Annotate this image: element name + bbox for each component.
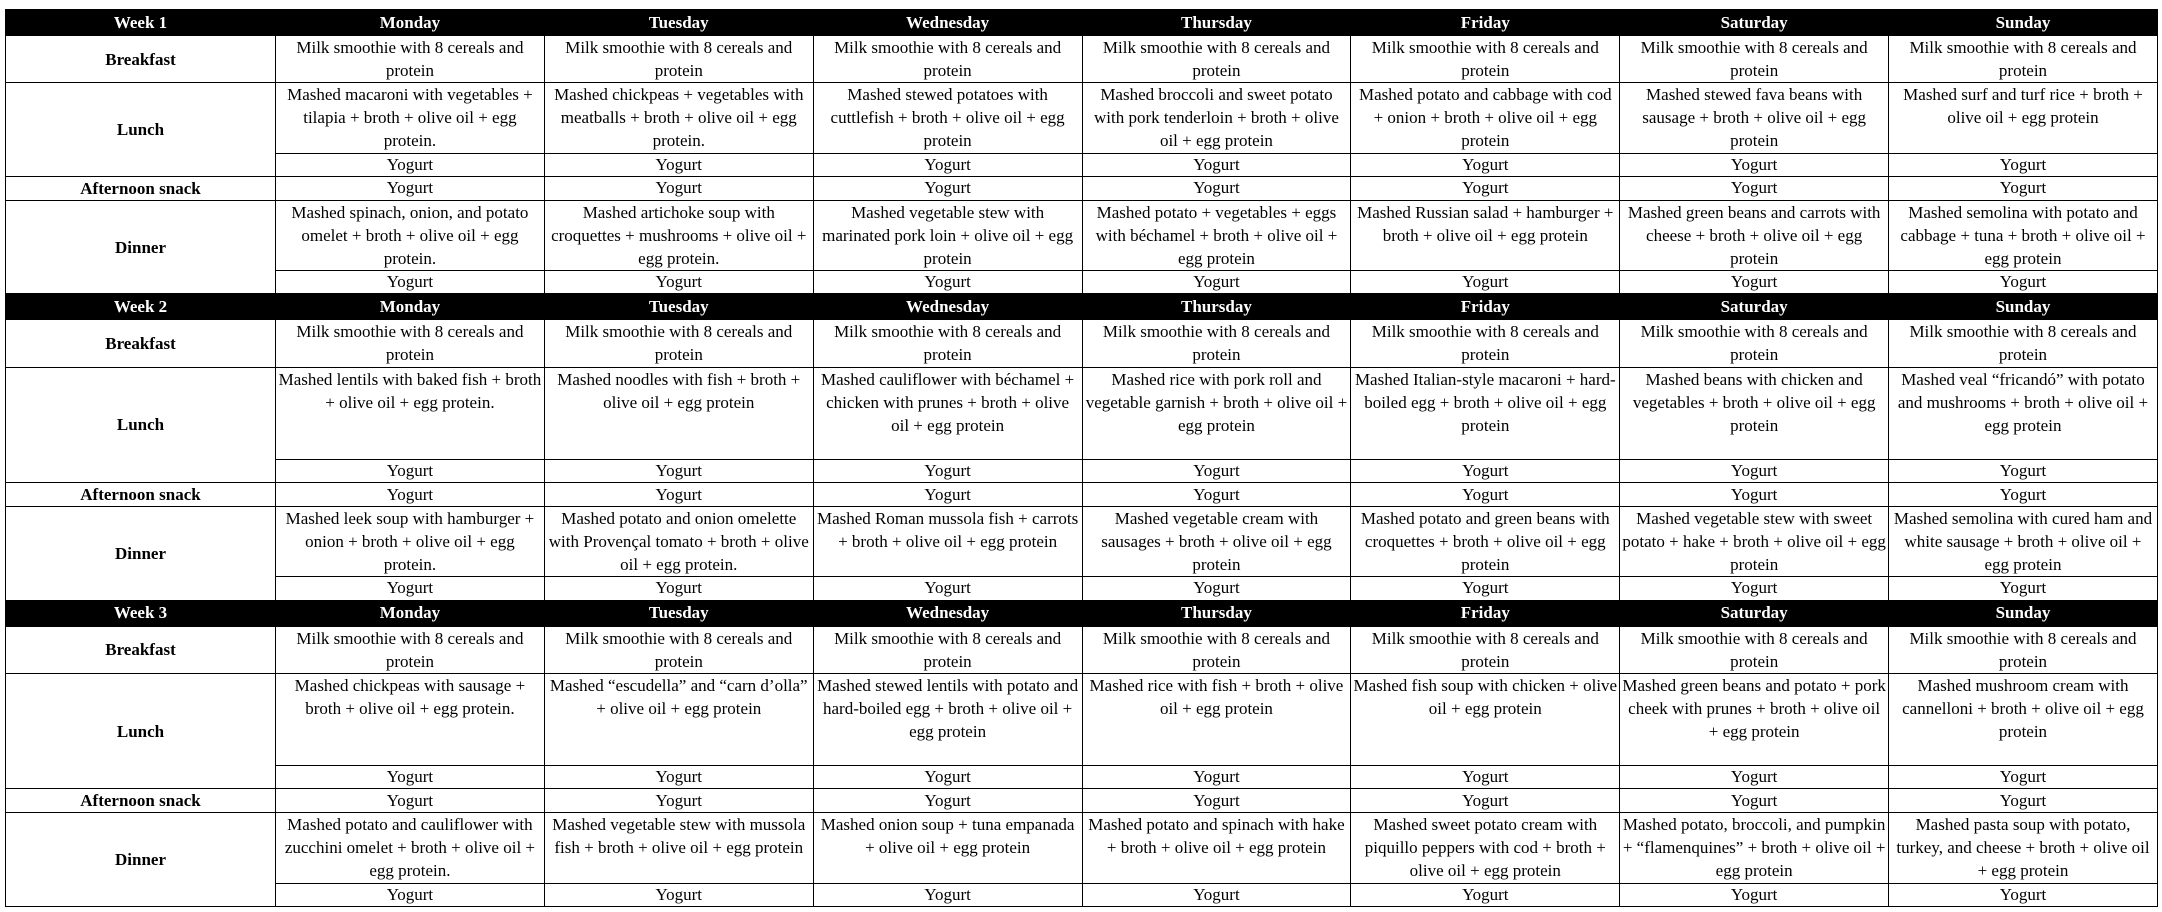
breakfast-row [6, 320, 2158, 367]
breakfast-cell: Milk smoothie with 8 cereals and protein [1351, 36, 1620, 83]
breakfast-cell: Milk smoothie with 8 cereals and protein [1082, 320, 1351, 367]
snack-cell: Yogurt [1889, 176, 2158, 200]
week-header-row [6, 10, 2158, 36]
breakfast-cell: Milk smoothie with 8 cereals and protein [544, 320, 813, 367]
lunch-yogurt-cell: Yogurt [1620, 766, 1889, 789]
lunch-cell: Mashed noodles with fish + broth + olive oil + egg protein [544, 367, 813, 459]
lunch-yogurt-row [6, 766, 2158, 789]
snack-cell: Yogurt [1082, 176, 1351, 200]
dinner-yogurt-cell: Yogurt [1351, 577, 1620, 600]
day-header: Friday [1351, 294, 1620, 320]
dinner-yogurt-cell: Yogurt [1889, 577, 2158, 600]
breakfast-cell: Milk smoothie with 8 cereals and protein [1889, 36, 2158, 83]
lunch-cell: Mashed macaroni with vegetables + tilapia + broth + olive oil + egg protein. [276, 83, 545, 153]
dinner-cell: Mashed potato, broccoli, and pumpkin + “flamenquines” + broth + olive oil + egg protein [1620, 813, 1889, 883]
dinner-yogurt-cell: Yogurt [813, 577, 1082, 600]
afternoon-snack-label: Afternoon snack [6, 176, 276, 200]
afternoon-snack-row [6, 483, 2158, 507]
lunch-yogurt-cell: Yogurt [813, 459, 1082, 482]
snack-cell: Yogurt [1351, 789, 1620, 813]
week-label: Week 1 [6, 10, 276, 36]
day-header: Wednesday [813, 294, 1082, 320]
dinner-cell: Mashed semolina with potato and cabbage + tuna + broth + olive oil + egg protein [1889, 200, 2158, 270]
lunch-cell: Mashed chickpeas + vegetables with meatballs + broth + olive oil + egg protein. [544, 83, 813, 153]
afternoon-snack-row [6, 789, 2158, 813]
dinner-yogurt-cell: Yogurt [1082, 577, 1351, 600]
snack-cell: Yogurt [276, 176, 545, 200]
lunch-yogurt-cell: Yogurt [1889, 459, 2158, 482]
week-header-row [6, 294, 2158, 320]
dinner-yogurt-cell: Yogurt [276, 883, 545, 906]
day-header: Monday [276, 294, 545, 320]
dinner-yogurt-cell: Yogurt [813, 271, 1082, 294]
lunch-label: Lunch [6, 673, 276, 789]
dinner-yogurt-cell: Yogurt [1889, 883, 2158, 906]
breakfast-cell: Milk smoothie with 8 cereals and protein [276, 36, 545, 83]
dinner-row [6, 200, 2158, 270]
breakfast-cell: Milk smoothie with 8 cereals and protein [1889, 320, 2158, 367]
dinner-row [6, 813, 2158, 883]
lunch-row [6, 83, 2158, 153]
dinner-cell: Mashed Russian salad + hamburger + broth + olive oil + egg protein [1351, 200, 1620, 270]
snack-cell: Yogurt [544, 483, 813, 507]
dinner-yogurt-row [6, 271, 2158, 294]
breakfast-cell: Milk smoothie with 8 cereals and protein [544, 626, 813, 673]
day-header: Tuesday [544, 600, 813, 626]
lunch-cell: Mashed veal “fricandó” with potato and mushrooms + broth + olive oil + egg protein [1889, 367, 2158, 459]
lunch-yogurt-row [6, 459, 2158, 482]
lunch-yogurt-cell: Yogurt [813, 766, 1082, 789]
breakfast-cell: Milk smoothie with 8 cereals and protein [1620, 36, 1889, 83]
dinner-yogurt-cell: Yogurt [276, 577, 545, 600]
day-header: Sunday [1889, 294, 2158, 320]
lunch-yogurt-cell: Yogurt [1889, 153, 2158, 176]
dinner-yogurt-cell: Yogurt [1351, 271, 1620, 294]
lunch-yogurt-cell: Yogurt [1082, 766, 1351, 789]
lunch-cell: Mashed surf and turf rice + broth + olive oil + egg protein [1889, 83, 2158, 153]
week-header-row [6, 600, 2158, 626]
lunch-cell: Mashed fish soup with chicken + olive oil + egg protein [1351, 673, 1620, 765]
dinner-cell: Mashed spinach, onion, and potato omelet + broth + olive oil + egg protein. [276, 200, 545, 270]
lunch-yogurt-cell: Yogurt [1889, 766, 2158, 789]
lunch-cell: Mashed stewed potatoes with cuttlefish + broth + olive oil + egg protein [813, 83, 1082, 153]
week-label: Week 3 [6, 600, 276, 626]
lunch-yogurt-cell: Yogurt [544, 153, 813, 176]
breakfast-label: Breakfast [6, 626, 276, 673]
lunch-cell: Mashed green beans and potato + pork cheek with prunes + broth + olive oil + egg protein [1620, 673, 1889, 765]
breakfast-row [6, 36, 2158, 83]
lunch-yogurt-cell: Yogurt [1351, 459, 1620, 482]
lunch-cell: Mashed broccoli and sweet potato with pork tenderloin + broth + olive oil + egg protein [1082, 83, 1351, 153]
dinner-yogurt-cell: Yogurt [544, 577, 813, 600]
snack-cell: Yogurt [1620, 483, 1889, 507]
dinner-label: Dinner [6, 200, 276, 293]
day-header: Thursday [1082, 294, 1351, 320]
breakfast-cell: Milk smoothie with 8 cereals and protein [1351, 320, 1620, 367]
dinner-yogurt-row [6, 577, 2158, 600]
dinner-cell: Mashed potato and spinach with hake + broth + olive oil + egg protein [1082, 813, 1351, 883]
breakfast-cell: Milk smoothie with 8 cereals and protein [1889, 626, 2158, 673]
breakfast-cell: Milk smoothie with 8 cereals and protein [813, 626, 1082, 673]
snack-cell: Yogurt [1889, 789, 2158, 813]
lunch-label: Lunch [6, 367, 276, 483]
day-header: Tuesday [544, 10, 813, 36]
dinner-yogurt-cell: Yogurt [544, 883, 813, 906]
breakfast-cell: Milk smoothie with 8 cereals and protein [276, 626, 545, 673]
snack-cell: Yogurt [544, 789, 813, 813]
lunch-cell: Mashed Italian-style macaroni + hard-boiled egg + broth + olive oil + egg protein [1351, 367, 1620, 459]
day-header: Saturday [1620, 10, 1889, 36]
breakfast-cell: Milk smoothie with 8 cereals and protein [813, 36, 1082, 83]
snack-cell: Yogurt [276, 483, 545, 507]
snack-cell: Yogurt [1082, 483, 1351, 507]
day-header: Monday [276, 600, 545, 626]
snack-cell: Yogurt [813, 483, 1082, 507]
snack-cell: Yogurt [276, 789, 545, 813]
lunch-cell: Mashed cauliflower with béchamel + chicken with prunes + broth + olive oil + egg protein [813, 367, 1082, 459]
day-header: Monday [276, 10, 545, 36]
afternoon-snack-label: Afternoon snack [6, 789, 276, 813]
dinner-cell: Mashed potato + vegetables + eggs with béchamel + broth + olive oil + egg protein [1082, 200, 1351, 270]
day-header: Wednesday [813, 10, 1082, 36]
breakfast-cell: Milk smoothie with 8 cereals and protein [813, 320, 1082, 367]
dinner-label: Dinner [6, 813, 276, 907]
dinner-yogurt-cell: Yogurt [1351, 883, 1620, 906]
lunch-yogurt-cell: Yogurt [1082, 153, 1351, 176]
snack-cell: Yogurt [813, 176, 1082, 200]
dinner-cell: Mashed potato and onion omelette with Provençal tomato + broth + olive oil + egg protein. [544, 507, 813, 577]
dinner-row [6, 507, 2158, 577]
dinner-yogurt-row [6, 883, 2158, 906]
day-header: Wednesday [813, 600, 1082, 626]
lunch-yogurt-row [6, 153, 2158, 176]
day-header: Friday [1351, 600, 1620, 626]
lunch-cell: Mashed stewed lentils with potato and hard-boiled egg + broth + olive oil + egg protein [813, 673, 1082, 765]
day-header: Saturday [1620, 294, 1889, 320]
breakfast-cell: Milk smoothie with 8 cereals and protein [1620, 626, 1889, 673]
lunch-yogurt-cell: Yogurt [544, 766, 813, 789]
dinner-yogurt-cell: Yogurt [1082, 883, 1351, 906]
dinner-yogurt-cell: Yogurt [1620, 577, 1889, 600]
snack-cell: Yogurt [1351, 176, 1620, 200]
dinner-yogurt-cell: Yogurt [1620, 883, 1889, 906]
dinner-cell: Mashed vegetable stew with mussola fish + broth + olive oil + egg protein [544, 813, 813, 883]
breakfast-cell: Milk smoothie with 8 cereals and protein [1351, 626, 1620, 673]
breakfast-row [6, 626, 2158, 673]
day-header: Thursday [1082, 600, 1351, 626]
lunch-yogurt-cell: Yogurt [1620, 153, 1889, 176]
dinner-cell: Mashed potato and cauliflower with zucchini omelet + broth + olive oil + egg protein. [276, 813, 545, 883]
dinner-cell: Mashed potato and green beans with croquettes + broth + olive oil + egg protein [1351, 507, 1620, 577]
breakfast-label: Breakfast [6, 320, 276, 367]
breakfast-cell: Milk smoothie with 8 cereals and protein [1082, 626, 1351, 673]
dinner-cell: Mashed vegetable cream with sausages + broth + olive oil + egg protein [1082, 507, 1351, 577]
dinner-cell: Mashed pasta soup with potato, turkey, and cheese + broth + olive oil + egg protein [1889, 813, 2158, 883]
day-header: Sunday [1889, 10, 2158, 36]
dinner-cell: Mashed onion soup + tuna empanada + olive oil + egg protein [813, 813, 1082, 883]
dinner-label: Dinner [6, 507, 276, 600]
snack-cell: Yogurt [1620, 176, 1889, 200]
lunch-yogurt-cell: Yogurt [276, 459, 545, 482]
lunch-yogurt-cell: Yogurt [544, 459, 813, 482]
lunch-cell: Mashed “escudella” and “carn d’olla” + olive oil + egg protein [544, 673, 813, 765]
afternoon-snack-label: Afternoon snack [6, 483, 276, 507]
dinner-yogurt-cell: Yogurt [276, 271, 545, 294]
lunch-cell: Mashed stewed fava beans with sausage + broth + olive oil + egg protein [1620, 83, 1889, 153]
snack-cell: Yogurt [1620, 789, 1889, 813]
afternoon-snack-row [6, 176, 2158, 200]
lunch-yogurt-cell: Yogurt [276, 766, 545, 789]
snack-cell: Yogurt [813, 789, 1082, 813]
lunch-yogurt-cell: Yogurt [1620, 459, 1889, 482]
dinner-yogurt-cell: Yogurt [544, 271, 813, 294]
dinner-yogurt-cell: Yogurt [1620, 271, 1889, 294]
lunch-row [6, 367, 2158, 459]
snack-cell: Yogurt [1082, 789, 1351, 813]
lunch-yogurt-cell: Yogurt [276, 153, 545, 176]
lunch-yogurt-cell: Yogurt [1082, 459, 1351, 482]
lunch-cell: Mashed rice with fish + broth + olive oil + egg protein [1082, 673, 1351, 765]
dinner-yogurt-cell: Yogurt [1082, 271, 1351, 294]
lunch-yogurt-cell: Yogurt [1351, 153, 1620, 176]
lunch-cell: Mashed beans with chicken and vegetables + broth + olive oil + egg protein [1620, 367, 1889, 459]
breakfast-cell: Milk smoothie with 8 cereals and protein [544, 36, 813, 83]
snack-cell: Yogurt [1889, 483, 2158, 507]
lunch-yogurt-cell: Yogurt [813, 153, 1082, 176]
breakfast-cell: Milk smoothie with 8 cereals and protein [276, 320, 545, 367]
dinner-cell: Mashed artichoke soup with croquettes + mushrooms + olive oil + egg protein. [544, 200, 813, 270]
lunch-cell: Mashed potato and cabbage with cod + onion + broth + olive oil + egg protein [1351, 83, 1620, 153]
day-header: Friday [1351, 10, 1620, 36]
day-header: Sunday [1889, 600, 2158, 626]
dinner-cell: Mashed Roman mussola fish + carrots + broth + olive oil + egg protein [813, 507, 1082, 577]
weekly-meal-plan-table [5, 9, 2158, 907]
meal-plan-body [6, 10, 2158, 907]
day-header: Thursday [1082, 10, 1351, 36]
dinner-cell: Mashed vegetable stew with sweet potato + hake + broth + olive oil + egg protein [1620, 507, 1889, 577]
dinner-cell: Mashed sweet potato cream with piquillo peppers with cod + broth + olive oil + egg protein [1351, 813, 1620, 883]
lunch-row [6, 673, 2158, 765]
day-header: Tuesday [544, 294, 813, 320]
dinner-yogurt-cell: Yogurt [1889, 271, 2158, 294]
breakfast-cell: Milk smoothie with 8 cereals and protein [1620, 320, 1889, 367]
lunch-yogurt-cell: Yogurt [1351, 766, 1620, 789]
dinner-cell: Mashed vegetable stew with marinated pork loin + olive oil + egg protein [813, 200, 1082, 270]
lunch-cell: Mashed chickpeas with sausage + broth + olive oil + egg protein. [276, 673, 545, 765]
lunch-label: Lunch [6, 83, 276, 176]
lunch-cell: Mashed rice with pork roll and vegetable garnish + broth + olive oil + egg protein [1082, 367, 1351, 459]
dinner-cell: Mashed leek soup with hamburger + onion + broth + olive oil + egg protein. [276, 507, 545, 577]
snack-cell: Yogurt [544, 176, 813, 200]
day-header: Saturday [1620, 600, 1889, 626]
dinner-cell: Mashed semolina with cured ham and white sausage + broth + olive oil + egg protein [1889, 507, 2158, 577]
breakfast-label: Breakfast [6, 36, 276, 83]
lunch-cell: Mashed lentils with baked fish + broth + olive oil + egg protein. [276, 367, 545, 459]
dinner-cell: Mashed green beans and carrots with cheese + broth + olive oil + egg protein [1620, 200, 1889, 270]
breakfast-cell: Milk smoothie with 8 cereals and protein [1082, 36, 1351, 83]
snack-cell: Yogurt [1351, 483, 1620, 507]
dinner-yogurt-cell: Yogurt [813, 883, 1082, 906]
week-label: Week 2 [6, 294, 276, 320]
lunch-cell: Mashed mushroom cream with cannelloni + broth + olive oil + egg protein [1889, 673, 2158, 765]
